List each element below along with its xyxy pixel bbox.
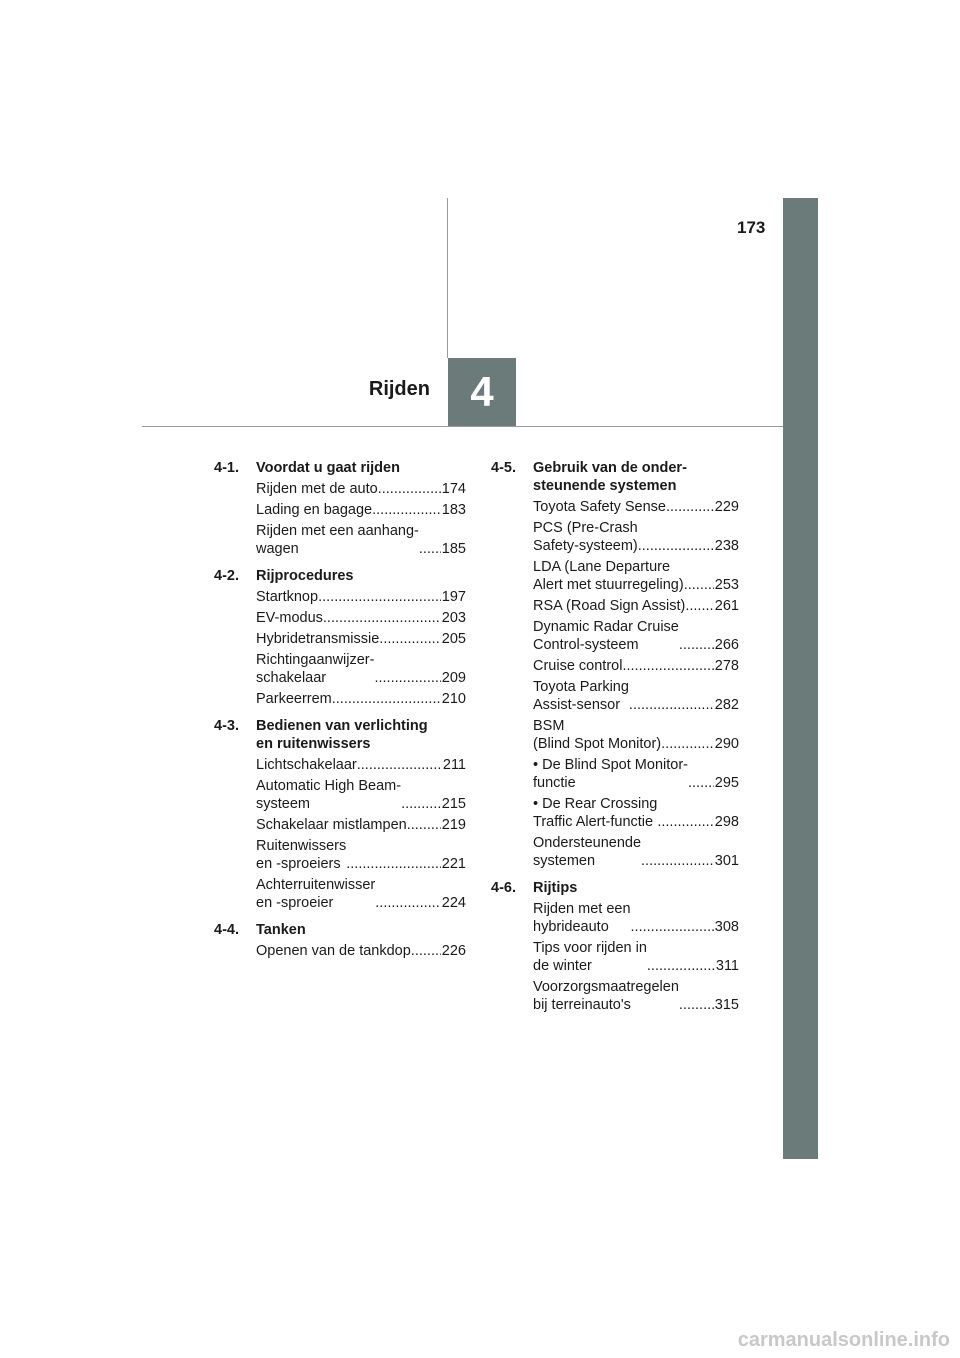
entry-text <box>533 939 715 975</box>
toc-entry[interactable] <box>256 588 466 606</box>
entry-page-number: 278 <box>714 658 739 674</box>
entry-text <box>256 480 441 498</box>
entry-page-number: 226 <box>441 943 466 959</box>
dot-leader <box>375 894 441 912</box>
entry-text <box>256 522 441 558</box>
entry-text <box>256 777 441 813</box>
dot-leader <box>679 996 714 1014</box>
entry-label: Toyota Safety Sense <box>533 499 666 515</box>
section-number: 4-6. <box>491 880 516 896</box>
chapter-title: Rijden <box>368 378 430 400</box>
dot-leader <box>378 480 441 498</box>
section-title: Rijprocedures <box>256 568 354 584</box>
entry-label: EV-modus <box>256 610 323 626</box>
section-title: Rijtips <box>533 880 578 896</box>
entry-page-number: 174 <box>441 481 466 497</box>
entry-text <box>533 978 714 1014</box>
dot-leader <box>638 537 714 555</box>
section-heading[interactable] <box>214 921 466 939</box>
section-heading[interactable] <box>214 567 466 585</box>
entry-page-number: 290 <box>714 736 739 752</box>
entry-page-number: 224 <box>441 895 466 911</box>
entry-page-number: 197 <box>441 589 466 605</box>
dot-leader <box>684 576 714 594</box>
entry-label: RSA (Road Sign Assist) <box>533 598 686 614</box>
section-title: Voordat u gaat rijden <box>256 460 400 476</box>
entry-label: Tips voor rijden in de winter <box>533 940 647 974</box>
entry-page-number: 266 <box>714 637 739 653</box>
toc-entry[interactable] <box>533 900 739 936</box>
entry-page-number: 238 <box>714 538 739 554</box>
entry-text <box>533 795 714 831</box>
chapter-side-tab <box>783 198 818 1159</box>
entry-page-number: 219 <box>441 817 466 833</box>
entry-label: Rijden met een aanhang- wagen <box>256 523 419 557</box>
dot-leader <box>647 957 715 975</box>
toc-entry[interactable] <box>256 942 466 960</box>
section-title: Bedienen van verlichting en ruitenwissers <box>256 718 428 752</box>
entry-page-number: 205 <box>441 631 466 647</box>
entry-label: Startknop <box>256 589 319 605</box>
entry-page-number: 282 <box>714 697 739 713</box>
entry-label: BSM (Blind Spot Monitor) <box>533 718 662 752</box>
dot-leader <box>657 813 713 831</box>
entry-page-number: 183 <box>441 502 466 518</box>
entry-text <box>256 588 441 606</box>
toc-entry[interactable] <box>533 717 739 753</box>
toc-entry[interactable] <box>533 558 739 594</box>
toc-column-left <box>214 459 466 969</box>
toc-entry[interactable] <box>256 501 466 519</box>
section-number: 4-2. <box>214 568 239 584</box>
header-vertical-rule <box>447 198 448 358</box>
entry-label: Achterruitenwisser en -sproeier <box>256 877 376 911</box>
toc-entry[interactable] <box>533 678 739 714</box>
toc-entry[interactable] <box>256 690 466 708</box>
entry-label: Ondersteunende systemen <box>533 835 642 869</box>
entry-page-number: 253 <box>714 577 739 593</box>
entry-text <box>256 942 441 960</box>
entry-label: Openen van de tankdop <box>256 943 411 959</box>
dot-leader <box>688 774 714 792</box>
entry-label: Rijden met de auto <box>256 481 378 497</box>
toc-entry[interactable] <box>533 795 739 831</box>
dot-leader <box>357 756 442 774</box>
entry-page-number: 211 <box>442 757 466 773</box>
entry-page-number: 210 <box>441 691 466 707</box>
toc-section <box>214 921 466 960</box>
toc-section <box>214 567 466 708</box>
entry-label: • De Blind Spot Monitor- functie <box>533 757 688 791</box>
entry-text <box>533 618 714 654</box>
section-number: 4-5. <box>491 460 516 476</box>
toc-entry[interactable] <box>256 777 466 813</box>
dot-leader <box>372 501 441 519</box>
toc-section <box>214 717 466 912</box>
entry-page-number: 295 <box>714 775 739 791</box>
dot-leader <box>666 498 714 516</box>
entry-page-number: 315 <box>714 997 739 1013</box>
entry-text <box>256 501 441 519</box>
section-number: 4-1. <box>214 460 239 476</box>
entry-label: Lading en bagage <box>256 502 373 518</box>
dot-leader <box>411 942 441 960</box>
dot-leader <box>631 918 714 936</box>
entry-page-number: 221 <box>441 856 466 872</box>
toc-entry[interactable] <box>533 597 739 615</box>
entry-page-number: 301 <box>714 853 739 869</box>
entry-label: Ruitenwissers en -sproeiers <box>256 838 347 872</box>
entry-page-number: 215 <box>441 796 466 812</box>
entry-label: Rijden met een hybrideauto <box>533 901 631 935</box>
toc-entry[interactable] <box>256 837 466 873</box>
dot-leader <box>661 735 714 753</box>
entry-page-number: 308 <box>714 919 739 935</box>
toc-entry[interactable] <box>533 498 739 516</box>
entry-text <box>256 630 441 648</box>
dot-leader <box>346 855 441 873</box>
entry-label: Parkeerrem <box>256 691 332 707</box>
dot-leader <box>641 852 714 870</box>
section-heading[interactable] <box>491 879 739 897</box>
dot-leader <box>407 816 441 834</box>
entry-text <box>533 597 714 615</box>
dot-leader <box>374 669 440 687</box>
entry-label: Richtingaanwijzer- schakelaar <box>256 652 375 686</box>
toc-column-right <box>491 459 739 1023</box>
toc-section <box>491 459 739 870</box>
toc-entry[interactable] <box>533 618 739 654</box>
entry-label: PCS (Pre-Crash Safety-systeem) <box>533 520 638 554</box>
entry-text <box>533 900 714 936</box>
dot-leader <box>629 696 714 714</box>
page-number: 173 <box>737 218 766 237</box>
entry-label: Hybridetransmissie <box>256 631 380 647</box>
entry-text <box>256 756 442 774</box>
entry-page-number: 298 <box>714 814 739 830</box>
toc-entry[interactable] <box>533 756 739 792</box>
section-heading[interactable] <box>491 459 739 495</box>
dot-leader <box>379 630 441 648</box>
toc-entry[interactable] <box>256 630 466 648</box>
dot-leader <box>622 657 713 675</box>
entry-text <box>256 690 441 708</box>
entry-page-number: 311 <box>715 958 739 974</box>
toc-entry[interactable] <box>533 834 739 870</box>
entry-text <box>533 657 714 675</box>
toc-entry[interactable] <box>256 609 466 627</box>
header-horizontal-rule <box>142 426 783 427</box>
toc-section <box>214 459 466 558</box>
entry-page-number: 203 <box>441 610 466 626</box>
entry-text <box>533 834 714 870</box>
entry-label: Toyota Parking Assist-sensor <box>533 679 629 713</box>
entry-label: Dynamic Radar Cruise Control-systeem <box>533 619 679 653</box>
entry-text <box>256 651 441 687</box>
entry-label: Voorzorgsmaatregelen bij terreinauto's <box>533 979 679 1013</box>
entry-text <box>256 837 441 873</box>
entry-text <box>533 558 714 594</box>
entry-text <box>533 519 714 555</box>
section-heading[interactable] <box>214 459 466 477</box>
toc-entry[interactable] <box>533 657 739 675</box>
chapter-number: 4 <box>470 368 494 415</box>
toc-entry[interactable] <box>533 519 739 555</box>
dot-leader <box>685 597 713 615</box>
entry-page-number: 209 <box>441 670 466 686</box>
entry-text <box>533 678 714 714</box>
dot-leader <box>318 588 441 606</box>
dot-leader <box>401 795 441 813</box>
toc-entry[interactable] <box>256 522 466 558</box>
entry-text <box>533 756 714 792</box>
toc-entry[interactable] <box>256 480 466 498</box>
section-title: Gebruik van de onder- steunende systemen <box>533 460 687 494</box>
entry-label: Automatic High Beam- systeem <box>256 778 402 812</box>
entry-text <box>256 609 441 627</box>
entry-label: LDA (Lane Departure Alert met stuurregeling) <box>533 559 684 593</box>
entry-label: Lichtschakelaar <box>256 757 357 773</box>
watermark: carmanualsonline.info <box>737 1329 950 1351</box>
chapter-number-badge <box>448 358 516 426</box>
entry-text <box>533 717 714 753</box>
toc-entry[interactable] <box>256 876 466 912</box>
toc-entry[interactable] <box>256 756 466 774</box>
entry-text <box>256 816 441 834</box>
section-heading[interactable] <box>214 717 466 753</box>
entry-text <box>256 876 441 912</box>
section-title: Tanken <box>256 922 306 938</box>
dot-leader <box>332 690 441 708</box>
entry-label: • De Rear Crossing Traffic Alert-functie <box>533 796 658 830</box>
toc-entry[interactable] <box>533 939 739 975</box>
toc-section <box>491 879 739 1014</box>
toc-entry[interactable] <box>256 651 466 687</box>
section-number: 4-3. <box>214 718 239 734</box>
dot-leader <box>679 636 714 654</box>
entry-page-number: 229 <box>714 499 739 515</box>
dot-leader <box>323 609 441 627</box>
dot-leader <box>419 540 441 558</box>
entry-page-number: 261 <box>714 598 739 614</box>
toc-entry[interactable] <box>533 978 739 1014</box>
section-number: 4-4. <box>214 922 239 938</box>
entry-label: Cruise control <box>533 658 623 674</box>
entry-page-number: 185 <box>441 541 466 557</box>
entry-text <box>533 498 714 516</box>
entry-label: Schakelaar mistlampen <box>256 817 407 833</box>
toc-entry[interactable] <box>256 816 466 834</box>
